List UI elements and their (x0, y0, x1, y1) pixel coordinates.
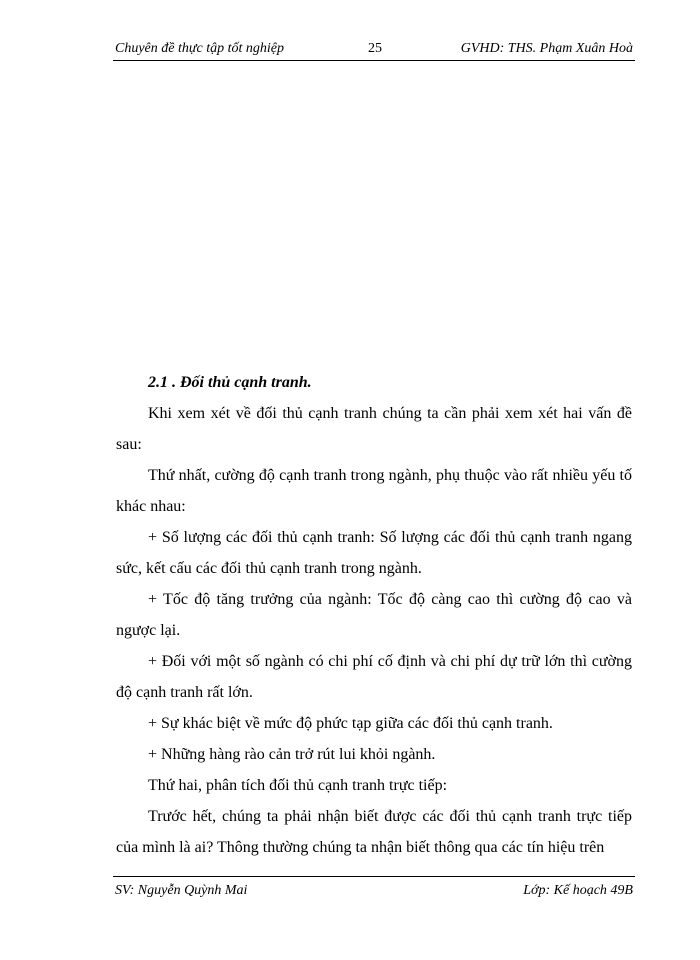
page-footer (113, 876, 635, 901)
page-header (113, 38, 635, 61)
paragraph-bullet-barriers: + Những hàng rào cản trở rút lui khỏi ngành. (148, 746, 436, 763)
section-heading: 2.1 . Đối thủ cạnh tranh. (148, 374, 312, 391)
paragraph-bullet-growth: + Tốc độ tăng trưởng của ngành: Tốc độ càng cao thì cường độ cao và ngược lại. (116, 591, 632, 639)
page-number: 25 (368, 41, 382, 56)
footer-student: SV: Nguyễn Quỳnh Mai (115, 883, 248, 898)
header-supervisor: GVHD: THS. Phạm Xuân Hoà (460, 41, 633, 56)
paragraph-bullet-count: + Số lượng các đối thủ cạnh tranh: Số lượng các đối thủ cạnh tranh ngang sức, kết cấu các đối thủ cạnh tranh trong ngành. (116, 529, 632, 577)
paragraph-bullet-fixed-cost: + Đối với một số ngành có chi phí cố định và chi phí dự trữ lớn thì cường độ cạnh tranh rất lớn. (116, 653, 632, 701)
paragraph-first-point: Thứ nhất, cường độ cạnh tranh trong ngành, phụ thuộc vào rất nhiều yếu tố khác nhau: (116, 467, 632, 515)
footer-class: Lớp: Kế hoạch 49B (523, 883, 633, 898)
paragraph-intro: Khi xem xét về đối thủ cạnh tranh chúng ta cần phải xem xét hai vấn đề sau: (116, 405, 632, 453)
main-content (116, 367, 632, 863)
paragraph-direct-competitors: Trước hết, chúng ta phải nhận biết được các đối thủ cạnh tranh trực tiếp của mình là ai? Thông thường chúng ta nhận biết thông qua các tín hiệu trên (116, 808, 632, 856)
paragraph-second-point: Thứ hai, phân tích đối thủ cạnh tranh trực tiếp: (148, 777, 448, 794)
paragraph-bullet-difference: + Sự khác biệt về mức độ phức tạp giữa các đối thủ cạnh tranh. (148, 715, 553, 732)
header-document-title: Chuyên đề thực tập tốt nghiệp (115, 41, 284, 56)
